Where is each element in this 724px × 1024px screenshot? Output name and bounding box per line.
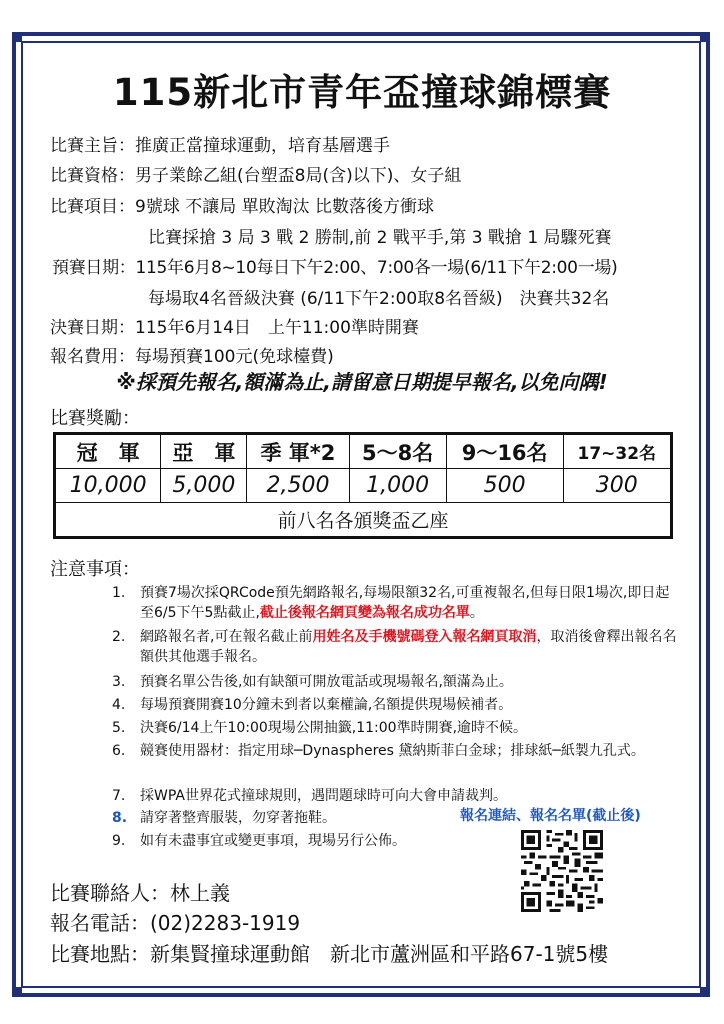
prize-header-cell: 亞 軍 [161, 434, 247, 469]
prize-footer-cell: 前八名各頒獎盃乙座 [55, 503, 672, 538]
prize-header-cell: 5～8名 [349, 434, 446, 469]
info-row-final-date: 決賽日期：115年6月14日 上午11:00準時開賽 [50, 318, 419, 338]
prize-value-cell: 2,500 [247, 469, 349, 503]
contact-phone: 報名電話：(02)2283-1919 [50, 911, 301, 935]
info-row-purpose: 比賽主旨：推廣正當撞球運動，培育基層選手 [50, 136, 390, 156]
info-row-format: 比賽採搶 3 局 3 戰 2 勝制,前 2 戰平手,第 3 戰搶 1 局驟死賽 [148, 228, 612, 248]
prize-value-cell: 10,000 [55, 469, 161, 503]
prize-value-cell: 500 [446, 469, 563, 503]
frame-corner [12, 32, 22, 42]
prize-header-cell: 9～16名 [446, 434, 563, 469]
prize-value-cell: 5,000 [161, 469, 247, 503]
notes-heading: 注意事項： [50, 559, 140, 580]
prize-value-row [55, 469, 672, 503]
prize-header-cell: 冠 軍 [55, 434, 161, 469]
prize-footer-row [55, 503, 672, 538]
prize-header-cell: 季 軍*2 [247, 434, 349, 469]
info-row-event: 比賽項目：9號球 不讓局 單敗淘汰 比數落後方衝球 [50, 197, 435, 217]
info-row-eligibility: 比賽資格：男子業餘乙組(台塑盃8局(含)以下)、女子組 [50, 166, 462, 186]
prize-header-row [55, 434, 672, 469]
prize-header-cell: 17~32名 [563, 434, 671, 469]
frame-corner [12, 987, 22, 997]
prize-heading: 比賽獎勵： [50, 408, 140, 429]
contact-venue: 比賽地點：新集賢撞球運動館 新北市蘆洲區和平路67-1號5樓 [50, 942, 609, 966]
page-title: 115新北市青年盃撞球錦標賽 [112, 71, 612, 114]
info-row-prelim-date: 預賽日期：115年6月8~10每日下午2:00、7:00各一場(6/11下午2:00一場) [52, 258, 618, 278]
early-signup-warning: ※採預先報名,額滿為止,請留意日期提早報名,以免向隅! [116, 370, 608, 394]
prize-value-cell: 300 [563, 469, 671, 503]
qr-code-image[interactable] [521, 830, 603, 912]
info-row-prelim-advance: 每場取4名晉級決賽 (6/11下午2:00取8名晉級) 決賽共32名 [148, 289, 610, 309]
frame-corner [700, 987, 710, 997]
contact-person: 比賽聯絡人：林上義 [50, 881, 230, 905]
prize-table [53, 432, 673, 539]
info-row-fee: 報名費用：每場預賽100元(免球檯費) [50, 347, 334, 367]
prize-value-cell: 1,000 [349, 469, 446, 503]
frame-corner [700, 32, 710, 42]
signup-link[interactable]: 報名連結、報名名單(截止後) [460, 808, 641, 824]
